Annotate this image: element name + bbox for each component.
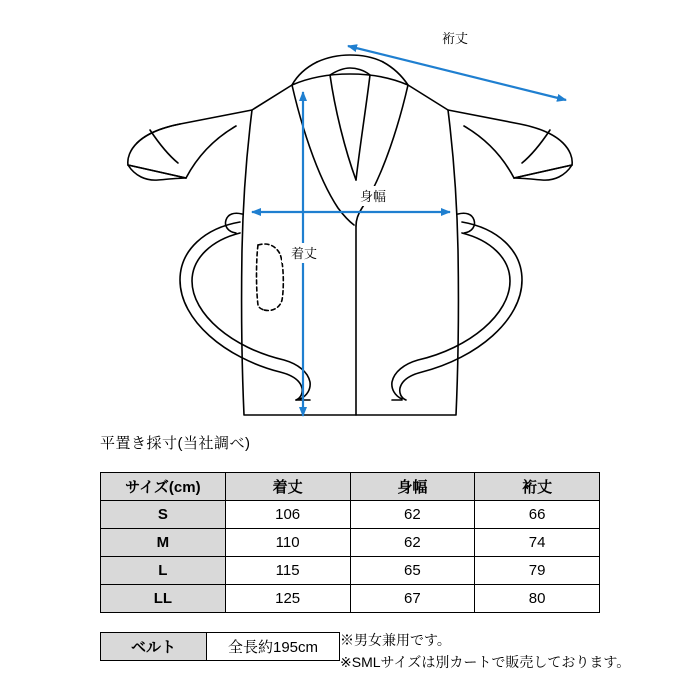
row-size: L bbox=[101, 557, 226, 585]
table-row bbox=[101, 501, 600, 529]
header-length: 着丈 bbox=[225, 473, 350, 501]
row-size: M bbox=[101, 529, 226, 557]
label-sleeve: 裄丈 bbox=[441, 31, 469, 46]
table-row bbox=[101, 529, 600, 557]
row-width: 65 bbox=[350, 557, 475, 585]
table-caption: 平置き採寸(当社調べ) bbox=[100, 435, 251, 452]
row-sleeve: 80 bbox=[475, 585, 600, 613]
header-sleeve: 裄丈 bbox=[475, 473, 600, 501]
label-width: 身幅 bbox=[359, 189, 387, 204]
size-table bbox=[100, 472, 600, 613]
dimension-arrows bbox=[252, 46, 566, 416]
belt-row bbox=[101, 633, 340, 661]
label-length: 着丈 bbox=[290, 246, 318, 261]
notes-block bbox=[340, 630, 630, 673]
row-sleeve: 66 bbox=[475, 501, 600, 529]
row-length: 115 bbox=[225, 557, 350, 585]
note-unisex: ※男女兼用です。 bbox=[340, 632, 451, 648]
robe-outline bbox=[128, 55, 572, 415]
row-sleeve: 79 bbox=[475, 557, 600, 585]
row-width: 62 bbox=[350, 529, 475, 557]
row-width: 67 bbox=[350, 585, 475, 613]
dimension-label-group bbox=[282, 28, 478, 263]
row-length: 106 bbox=[225, 501, 350, 529]
table-row bbox=[101, 585, 600, 613]
row-sleeve: 74 bbox=[475, 529, 600, 557]
belt-label: ベルト bbox=[101, 633, 207, 661]
note-sml-cart: ※SMLサイズは別カートで販売しております。 bbox=[340, 653, 631, 670]
row-size: LL bbox=[101, 585, 226, 613]
row-length: 110 bbox=[225, 529, 350, 557]
table-header-row bbox=[101, 473, 600, 501]
header-size: サイズ(cm) bbox=[101, 473, 226, 501]
row-length: 125 bbox=[225, 585, 350, 613]
row-width: 62 bbox=[350, 501, 475, 529]
row-size: S bbox=[101, 501, 226, 529]
belt-table bbox=[100, 632, 340, 661]
table-row bbox=[101, 557, 600, 585]
belt-value: 全長約195cm bbox=[207, 633, 340, 661]
header-width: 身幅 bbox=[350, 473, 475, 501]
